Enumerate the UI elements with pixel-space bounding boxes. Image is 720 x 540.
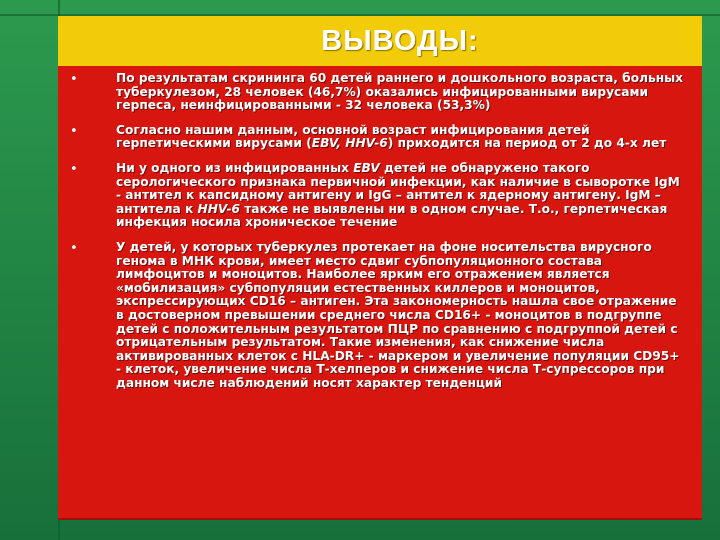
bullet-text-segment: также не выявлены ни в одном случае. Т.о., герпетическая инфекция носила хроническое течение	[116, 201, 668, 230]
bullet-text-segment: Ни у одного из инфицированных	[116, 160, 354, 175]
bullet-text	[116, 241, 688, 391]
bullet-text	[116, 124, 688, 151]
bullet-text-segment: По результатам скрининга 60 детей раннего и дошкольного возраста, больных туберкулезом, 28 человек (46,7%) оказались инфицированными вирусами герпеса, неинфицированными - 32 человека (53,3%)	[116, 71, 683, 113]
bullet-item	[68, 241, 688, 391]
bullet-item	[68, 162, 688, 230]
bullet-text-segment: У детей, у которых туберкулез протекает на фоне носительства вирусного генома в МНК крови, имеет место сдвиг субпопуляционного состава лимфоцитов и моноцитов. Наиболее ярким его отражением является «мобилизация» субпопуляции естественных киллеров и моноцитов, экспрессирующих CD16 – антиген. Эта закономерность нашла свое отражение в достоверном превышении среднего числа CD16+ - моноцитов в подгруппе детей с положительным результатом ПЦР по сравнению с подгруппой детей с отрицательным результатом. Такие изменения, как снижение числа активированных клеток с HLA-DR+ - маркером и увеличение популяции CD95+ - клеток, увеличение числа Т-хелперов и снижение числа Т-супрессоров при данном числе наблюдений носят характер тенденций	[116, 239, 680, 390]
bullet-dot-icon: •	[70, 161, 78, 177]
bullet-text-italic: EBV, HHV-6	[311, 136, 388, 151]
slide-title: ВЫВОДЫ:	[321, 24, 479, 57]
title-bar	[58, 16, 702, 66]
bullet-item	[68, 72, 688, 113]
content-panel	[58, 66, 702, 520]
bullet-dot-icon: •	[70, 240, 78, 256]
bullet-text-segment: детей не обнаружено такого серологического признака первичной инфекции, как наличие в сыворотке IgM - антител к капсидному антигену и IgG – антител к ядерному антигену. IgM – антитела к	[116, 160, 680, 216]
bullet-text	[116, 72, 688, 113]
bullet-dot-icon: •	[70, 123, 78, 139]
bullet-item	[68, 124, 688, 151]
bullet-text-segment: Согласно нашим данным, основной возраст инфицирования детей герпетическими вирусами (	[116, 122, 590, 151]
bullet-text-italic: EBV	[353, 160, 380, 175]
bullet-text-italic: HHV-6	[197, 201, 240, 216]
bullet-dot-icon: •	[70, 72, 78, 87]
bullet-text	[116, 162, 688, 230]
bullet-text-segment: ) приходится на период от 2 до 4-х лет	[387, 136, 667, 151]
